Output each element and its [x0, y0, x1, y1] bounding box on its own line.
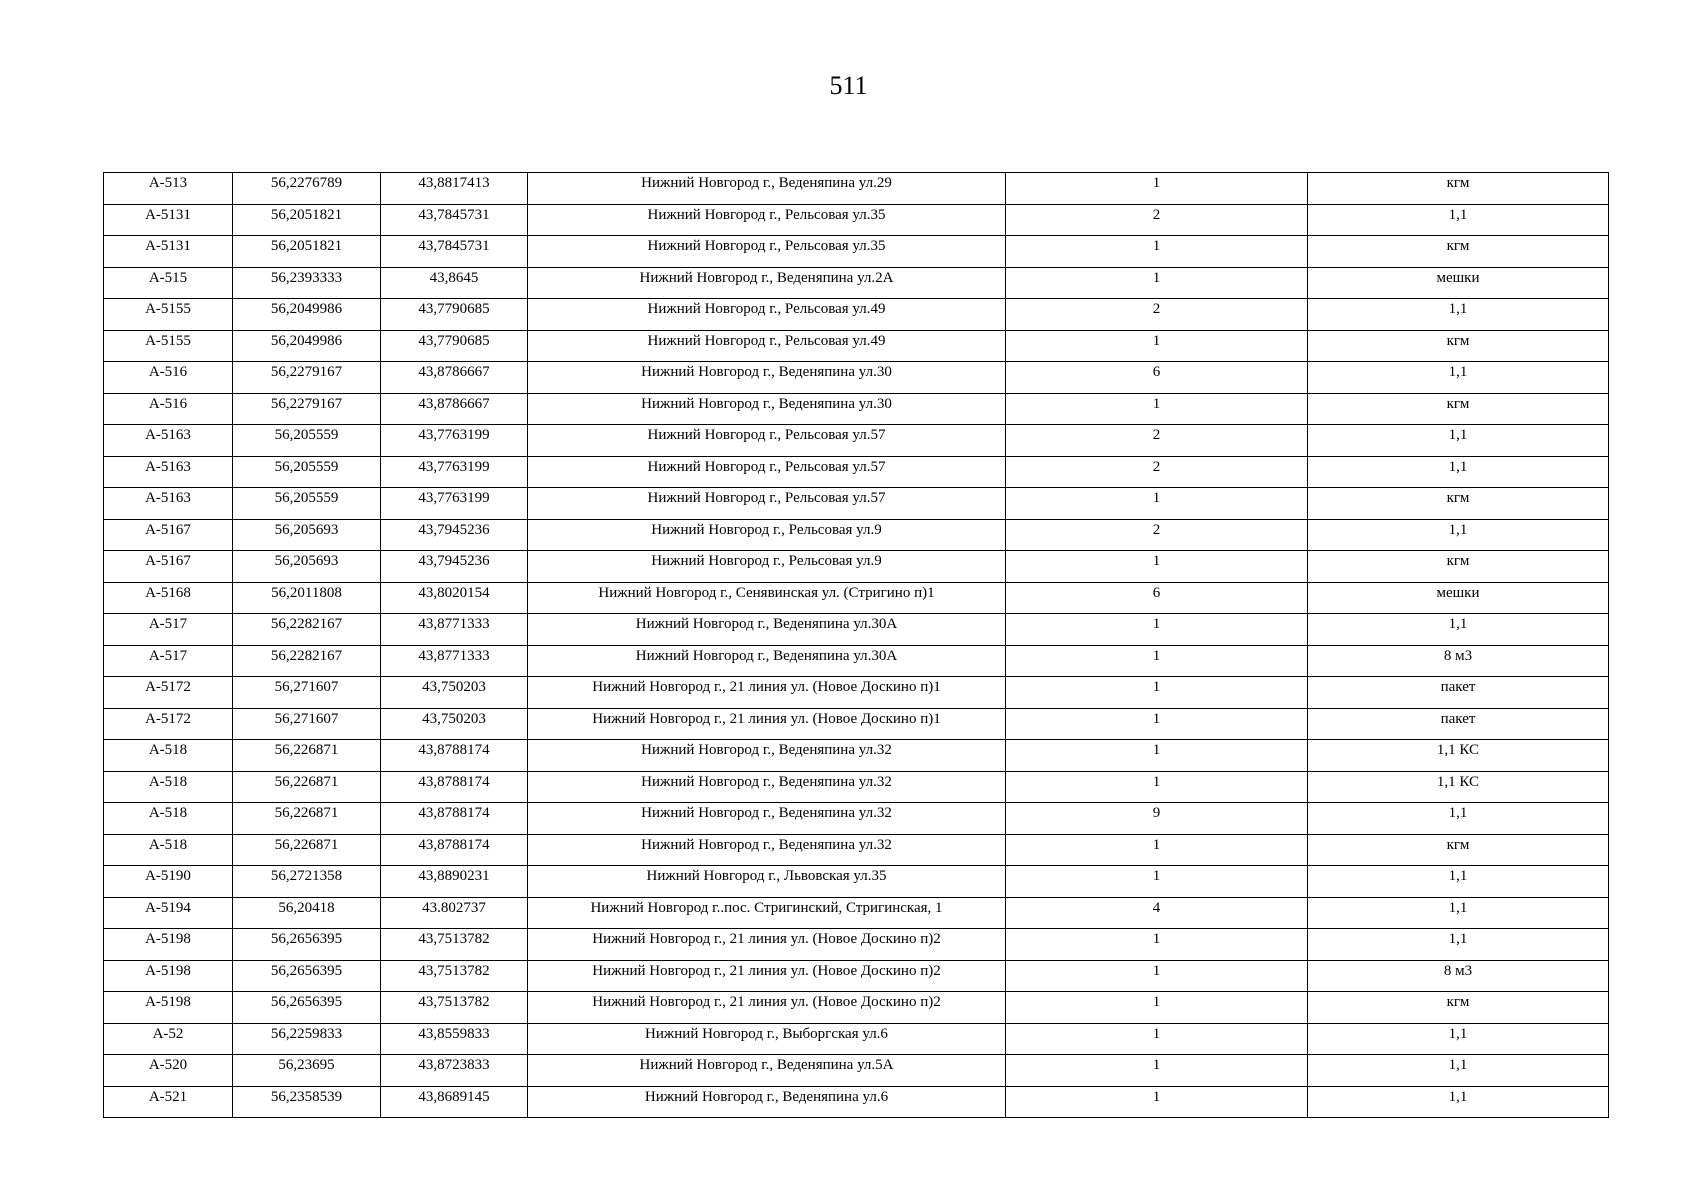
address-cell: Нижний Новгород г., 21 линия ул. (Новое Доскино п)1 — [528, 708, 1006, 740]
longitude-cell: 43,7945236 — [381, 519, 528, 551]
longitude-cell: 43,8817413 — [381, 173, 528, 205]
quantity-cell: 1 — [1006, 645, 1308, 677]
container-type-cell: кгм — [1308, 551, 1609, 583]
site-id-cell: А-520 — [104, 1055, 233, 1087]
site-id-cell: А-5155 — [104, 299, 233, 331]
longitude-cell: 43,8786667 — [381, 393, 528, 425]
latitude-cell: 56,2721358 — [233, 866, 381, 898]
table-row — [104, 1055, 1609, 1087]
container-type-cell: 1,1 — [1308, 362, 1609, 394]
quantity-cell: 1 — [1006, 1086, 1308, 1118]
table-body — [104, 173, 1609, 1118]
container-type-cell: кгм — [1308, 393, 1609, 425]
table-row — [104, 677, 1609, 709]
longitude-cell: 43,7513782 — [381, 960, 528, 992]
quantity-cell: 1 — [1006, 236, 1308, 268]
longitude-cell: 43,7790685 — [381, 330, 528, 362]
longitude-cell: 43,8559833 — [381, 1023, 528, 1055]
latitude-cell: 56,2282167 — [233, 645, 381, 677]
quantity-cell: 1 — [1006, 488, 1308, 520]
container-type-cell: 1,1 — [1308, 519, 1609, 551]
table-row — [104, 614, 1609, 646]
latitude-cell: 56,2279167 — [233, 362, 381, 394]
longitude-cell: 43,8645 — [381, 267, 528, 299]
site-id-cell: А-5167 — [104, 519, 233, 551]
table-row — [104, 267, 1609, 299]
longitude-cell: 43,8771333 — [381, 614, 528, 646]
longitude-cell: 43,8788174 — [381, 740, 528, 772]
container-type-cell: 1,1 — [1308, 803, 1609, 835]
address-cell: Нижний Новгород г., 21 линия ул. (Новое Доскино п)2 — [528, 929, 1006, 961]
container-type-cell: кгм — [1308, 173, 1609, 205]
quantity-cell: 2 — [1006, 456, 1308, 488]
container-type-cell: 1,1 КС — [1308, 771, 1609, 803]
address-cell: Нижний Новгород г., Рельсовая ул.57 — [528, 488, 1006, 520]
site-id-cell: А-521 — [104, 1086, 233, 1118]
table-row — [104, 960, 1609, 992]
site-id-cell: А-5167 — [104, 551, 233, 583]
container-type-cell: кгм — [1308, 992, 1609, 1024]
quantity-cell: 1 — [1006, 330, 1308, 362]
longitude-cell: 43,750203 — [381, 708, 528, 740]
container-type-cell: мешки — [1308, 582, 1609, 614]
table-row — [104, 456, 1609, 488]
container-type-cell: 8 м3 — [1308, 645, 1609, 677]
address-cell: Нижний Новгород г., Рельсовая ул.35 — [528, 236, 1006, 268]
longitude-cell: 43,7945236 — [381, 551, 528, 583]
longitude-cell: 43,8689145 — [381, 1086, 528, 1118]
address-cell: Нижний Новгород г., Веденяпина ул.5А — [528, 1055, 1006, 1087]
latitude-cell: 56,2656395 — [233, 960, 381, 992]
table-row — [104, 236, 1609, 268]
site-id-cell: А-518 — [104, 834, 233, 866]
container-type-cell: 1,1 — [1308, 897, 1609, 929]
quantity-cell: 6 — [1006, 582, 1308, 614]
site-id-cell: А-5198 — [104, 960, 233, 992]
table-row — [104, 362, 1609, 394]
longitude-cell: 43,8786667 — [381, 362, 528, 394]
quantity-cell: 1 — [1006, 614, 1308, 646]
site-id-cell: А-518 — [104, 803, 233, 835]
latitude-cell: 56,2051821 — [233, 204, 381, 236]
latitude-cell: 56,205559 — [233, 425, 381, 457]
latitude-cell: 56,205559 — [233, 488, 381, 520]
longitude-cell: 43,7790685 — [381, 299, 528, 331]
data-table — [103, 172, 1609, 1118]
quantity-cell: 1 — [1006, 267, 1308, 299]
table-row — [104, 645, 1609, 677]
site-id-cell: А-5163 — [104, 456, 233, 488]
quantity-cell: 9 — [1006, 803, 1308, 835]
quantity-cell: 1 — [1006, 992, 1308, 1024]
address-cell: Нижний Новгород г., Веденяпина ул.29 — [528, 173, 1006, 205]
site-id-cell: А-5131 — [104, 204, 233, 236]
table-row — [104, 330, 1609, 362]
address-cell: Нижний Новгород г., Рельсовая ул.35 — [528, 204, 1006, 236]
address-cell: Нижний Новгород г., 21 линия ул. (Новое Доскино п)1 — [528, 677, 1006, 709]
longitude-cell: 43,7763199 — [381, 425, 528, 457]
site-id-cell: А-5155 — [104, 330, 233, 362]
table-row — [104, 992, 1609, 1024]
quantity-cell: 1 — [1006, 551, 1308, 583]
site-id-cell: А-517 — [104, 614, 233, 646]
address-cell: Нижний Новгород г., Рельсовая ул.9 — [528, 519, 1006, 551]
address-cell: Нижний Новгород г., Львовская ул.35 — [528, 866, 1006, 898]
address-cell: Нижний Новгород г., Веденяпина ул.30А — [528, 645, 1006, 677]
address-cell: Нижний Новгород г., Веденяпина ул.32 — [528, 771, 1006, 803]
latitude-cell: 56,226871 — [233, 834, 381, 866]
address-cell: Нижний Новгород г., Веденяпина ул.30 — [528, 393, 1006, 425]
latitude-cell: 56,2276789 — [233, 173, 381, 205]
longitude-cell: 43,8771333 — [381, 645, 528, 677]
table-row — [104, 519, 1609, 551]
container-type-cell: мешки — [1308, 267, 1609, 299]
address-cell: Нижний Новгород г., Веденяпина ул.32 — [528, 803, 1006, 835]
latitude-cell: 56,2011808 — [233, 582, 381, 614]
longitude-cell: 43.802737 — [381, 897, 528, 929]
table-row — [104, 866, 1609, 898]
quantity-cell: 1 — [1006, 708, 1308, 740]
quantity-cell: 1 — [1006, 834, 1308, 866]
container-type-cell: кгм — [1308, 330, 1609, 362]
quantity-cell: 1 — [1006, 929, 1308, 961]
latitude-cell: 56,205559 — [233, 456, 381, 488]
table-row — [104, 204, 1609, 236]
latitude-cell: 56,271607 — [233, 708, 381, 740]
table-row — [104, 708, 1609, 740]
site-id-cell: А-517 — [104, 645, 233, 677]
address-cell: Нижний Новгород г..пос. Стригинский, Стригинская, 1 — [528, 897, 1006, 929]
latitude-cell: 56,2051821 — [233, 236, 381, 268]
quantity-cell: 2 — [1006, 204, 1308, 236]
quantity-cell: 1 — [1006, 740, 1308, 772]
longitude-cell: 43,8788174 — [381, 771, 528, 803]
longitude-cell: 43,8788174 — [381, 803, 528, 835]
container-type-cell: 8 м3 — [1308, 960, 1609, 992]
longitude-cell: 43,8788174 — [381, 834, 528, 866]
site-id-cell: А-5168 — [104, 582, 233, 614]
address-cell: Нижний Новгород г., Веденяпина ул.32 — [528, 740, 1006, 772]
latitude-cell: 56,226871 — [233, 740, 381, 772]
container-type-cell: 1,1 — [1308, 866, 1609, 898]
page-number: 511 — [829, 71, 868, 100]
container-type-cell: кгм — [1308, 236, 1609, 268]
container-type-cell: кгм — [1308, 488, 1609, 520]
longitude-cell: 43,8723833 — [381, 1055, 528, 1087]
quantity-cell: 1 — [1006, 1055, 1308, 1087]
address-cell: Нижний Новгород г., Рельсовая ул.49 — [528, 330, 1006, 362]
longitude-cell: 43,8890231 — [381, 866, 528, 898]
latitude-cell: 56,2282167 — [233, 614, 381, 646]
latitude-cell: 56,226871 — [233, 803, 381, 835]
latitude-cell: 56,271607 — [233, 677, 381, 709]
address-cell: Нижний Новгород г., 21 линия ул. (Новое Доскино п)2 — [528, 992, 1006, 1024]
longitude-cell: 43,7513782 — [381, 929, 528, 961]
table-row — [104, 1023, 1609, 1055]
quantity-cell: 1 — [1006, 1023, 1308, 1055]
address-cell: Нижний Новгород г., Веденяпина ул.30 — [528, 362, 1006, 394]
longitude-cell: 43,7845731 — [381, 236, 528, 268]
quantity-cell: 4 — [1006, 897, 1308, 929]
longitude-cell: 43,7763199 — [381, 456, 528, 488]
site-id-cell: А-518 — [104, 771, 233, 803]
table-row — [104, 740, 1609, 772]
latitude-cell: 56,2656395 — [233, 992, 381, 1024]
table-row — [104, 551, 1609, 583]
latitude-cell: 56,226871 — [233, 771, 381, 803]
longitude-cell: 43,7513782 — [381, 992, 528, 1024]
table-row — [104, 1086, 1609, 1118]
container-type-cell: 1,1 — [1308, 1086, 1609, 1118]
table-row — [104, 929, 1609, 961]
address-cell: Нижний Новгород г., Веденяпина ул.6 — [528, 1086, 1006, 1118]
latitude-cell: 56,2049986 — [233, 330, 381, 362]
table-row — [104, 582, 1609, 614]
quantity-cell: 6 — [1006, 362, 1308, 394]
latitude-cell: 56,2358539 — [233, 1086, 381, 1118]
container-type-cell: 1,1 — [1308, 204, 1609, 236]
site-id-cell: А-516 — [104, 393, 233, 425]
site-id-cell: А-5194 — [104, 897, 233, 929]
site-id-cell: А-518 — [104, 740, 233, 772]
container-type-cell: 1,1 — [1308, 299, 1609, 331]
site-id-cell: А-5163 — [104, 488, 233, 520]
site-id-cell: А-5172 — [104, 708, 233, 740]
address-cell: Нижний Новгород г., Рельсовая ул.49 — [528, 299, 1006, 331]
latitude-cell: 56,2049986 — [233, 299, 381, 331]
container-type-cell: 1,1 — [1308, 456, 1609, 488]
site-id-cell: А-5190 — [104, 866, 233, 898]
container-type-cell: 1,1 — [1308, 929, 1609, 961]
address-cell: Нижний Новгород г., Веденяпина ул.30А — [528, 614, 1006, 646]
table-row — [104, 425, 1609, 457]
latitude-cell: 56,2393333 — [233, 267, 381, 299]
longitude-cell: 43,8020154 — [381, 582, 528, 614]
address-cell: Нижний Новгород г., Выборгская ул.6 — [528, 1023, 1006, 1055]
latitude-cell: 56,205693 — [233, 551, 381, 583]
quantity-cell: 1 — [1006, 771, 1308, 803]
quantity-cell: 1 — [1006, 960, 1308, 992]
longitude-cell: 43,7763199 — [381, 488, 528, 520]
container-type-cell: 1,1 КС — [1308, 740, 1609, 772]
address-cell: Нижний Новгород г., Рельсовая ул.57 — [528, 456, 1006, 488]
site-id-cell: А-5198 — [104, 992, 233, 1024]
address-cell: Нижний Новгород г., Рельсовая ул.9 — [528, 551, 1006, 583]
site-id-cell: А-5163 — [104, 425, 233, 457]
longitude-cell: 43,750203 — [381, 677, 528, 709]
address-cell: Нижний Новгород г., Веденяпина ул.32 — [528, 834, 1006, 866]
site-id-cell: А-5198 — [104, 929, 233, 961]
site-id-cell: А-5172 — [104, 677, 233, 709]
quantity-cell: 2 — [1006, 425, 1308, 457]
address-cell: Нижний Новгород г., Веденяпина ул.2А — [528, 267, 1006, 299]
quantity-cell: 2 — [1006, 519, 1308, 551]
address-cell: Нижний Новгород г., Рельсовая ул.57 — [528, 425, 1006, 457]
table-row — [104, 393, 1609, 425]
longitude-cell: 43,7845731 — [381, 204, 528, 236]
latitude-cell: 56,205693 — [233, 519, 381, 551]
container-type-cell: пакет — [1308, 677, 1609, 709]
latitude-cell: 56,2279167 — [233, 393, 381, 425]
table-row — [104, 299, 1609, 331]
latitude-cell: 56,20418 — [233, 897, 381, 929]
container-type-cell: 1,1 — [1308, 614, 1609, 646]
address-cell: Нижний Новгород г., 21 линия ул. (Новое Доскино п)2 — [528, 960, 1006, 992]
container-type-cell: кгм — [1308, 834, 1609, 866]
table-row — [104, 834, 1609, 866]
latitude-cell: 56,2656395 — [233, 929, 381, 961]
table-row — [104, 897, 1609, 929]
container-type-cell: 1,1 — [1308, 1023, 1609, 1055]
table-row — [104, 173, 1609, 205]
site-id-cell: А-5131 — [104, 236, 233, 268]
site-id-cell: А-515 — [104, 267, 233, 299]
quantity-cell: 1 — [1006, 866, 1308, 898]
site-id-cell: А-52 — [104, 1023, 233, 1055]
container-type-cell: 1,1 — [1308, 425, 1609, 457]
latitude-cell: 56,2259833 — [233, 1023, 381, 1055]
quantity-cell: 2 — [1006, 299, 1308, 331]
table-row — [104, 488, 1609, 520]
latitude-cell: 56,23695 — [233, 1055, 381, 1087]
quantity-cell: 1 — [1006, 173, 1308, 205]
container-type-cell: 1,1 — [1308, 1055, 1609, 1087]
quantity-cell: 1 — [1006, 393, 1308, 425]
table-row — [104, 771, 1609, 803]
site-id-cell: А-516 — [104, 362, 233, 394]
address-cell: Нижний Новгород г., Сенявинская ул. (Стригино п)1 — [528, 582, 1006, 614]
container-type-cell: пакет — [1308, 708, 1609, 740]
site-id-cell: А-513 — [104, 173, 233, 205]
table-row — [104, 803, 1609, 835]
quantity-cell: 1 — [1006, 677, 1308, 709]
